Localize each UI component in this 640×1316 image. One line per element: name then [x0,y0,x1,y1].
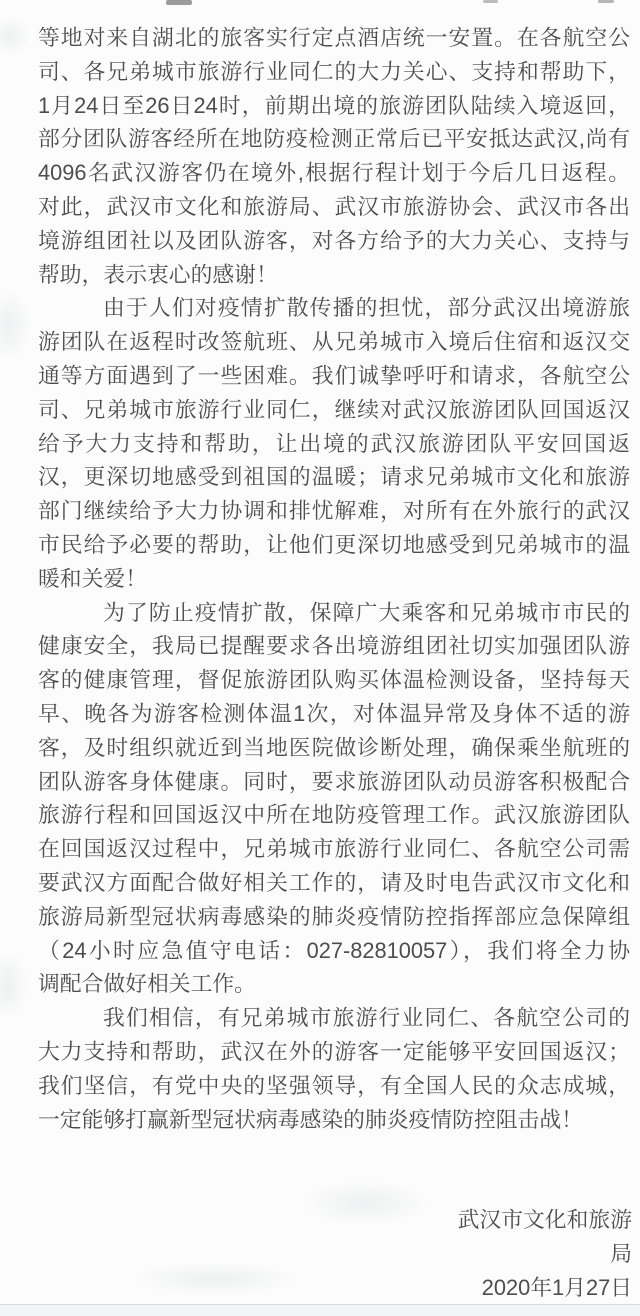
text-line: 客，及时组织就近到当地医院做诊断处理，确保乘坐航班的 [38,734,630,760]
background-blotch [0,290,32,360]
paragraph [38,596,630,1002]
cutoff-glyph-fragment [483,0,498,3]
text-line: 一定能够打赢新型冠状病毒感染的肺炎疫情防控阻击战！ [38,1106,583,1132]
background-blotch [300,1180,430,1226]
text-line: 给予大力支持和帮助，让出境的武汉旅游团队平安回国返 [38,430,630,456]
text-line: 我们坚信，有党中央的坚强领导，有全国人民的众志成城， [38,1072,630,1098]
text-line: 健康安全，我局已提醒要求各出境游组团社切实加强团队游 [38,633,630,659]
text-line: 大力支持和帮助，武汉在外的游客一定能够平安回国返汉； [38,1038,630,1064]
text-line: 我们相信，有兄弟城市旅游行业同仁、各航空公司的 [103,1005,630,1031]
bottom-divider [0,1304,640,1316]
text-line: 要武汉方面配合做好相关工作的，请及时电告武汉市文化和 [38,869,630,895]
background-blotch [130,1262,300,1296]
background-blotch [0,16,30,56]
text-line: 部分团队游客经所在地防疫检测正常后已平安抵达武汉,尚有 [38,126,630,152]
paragraph [38,291,630,595]
background-blotch [0,950,28,1020]
text-line: 暖和关爱！ [38,565,147,591]
text-line: 团队游客身体健康。同时，要求旅游团队动员游客积极配合 [38,768,630,794]
paragraph [38,21,630,291]
signature-org: 武汉市文化和旅游局 [457,1207,632,1266]
text-line: 为了防止疫情扩散，保障广大乘客和兄弟城市市民的 [103,599,630,625]
signature-date: 2020年1月27日 [481,1275,632,1300]
text-line: 1月24日至26日24时，前期出境的旅游团队陆续入境返回， [38,92,630,118]
text-line: 4096名武汉游客仍在境外,根据行程计划于今后几日返程。 [38,160,630,186]
text-line: 司、兄弟城市旅游行业同仁，继续对武汉旅游团队回国返汉 [38,396,630,422]
text-line: 由于人们对疫情扩散传播的担忧，部分武汉出境游旅 [103,295,630,321]
text-line: 司、各兄弟城市旅游行业同仁的大力关心、支持和帮助下， [38,58,630,84]
text-line: 旅游局新型冠状病毒感染的肺炎疫情防控指挥部应急保障组 [38,903,630,929]
text-line: （24小时应急值守电话：027-82810057），我们将全力协 [38,937,630,963]
text-line: 调配合做好相关工作。 [38,971,256,997]
text-line: 帮助，表示衷心的感谢！ [38,261,278,287]
text-line: 在回国返汉过程中，兄弟城市旅游行业同仁、各航空公司需 [38,836,630,862]
cutoff-glyph-fragment [598,0,614,3]
text-line: 对此，武汉市文化和旅游局、武汉市旅游协会、武汉市各出 [38,193,630,219]
cutoff-glyph-fragment [166,0,192,5]
text-line: 汉，更深切地感受到祖国的温暖；请求兄弟城市文化和旅游 [38,464,630,490]
text-line: 境游组团社以及团队游客，对各方给予的大力关心、支持与 [38,227,630,253]
document-body [38,21,630,1136]
paragraph [38,1001,630,1136]
text-line: 等地对来自湖北的旅客实行定点酒店统一安置。在各航空公 [38,25,630,50]
text-line: 客的健康管理，督促旅游团队购买体温检测设备，坚持每天 [38,667,630,693]
text-line: 游团队在返程时改签航班、从兄弟城市入境后住宿和返汉交 [38,329,630,355]
text-line: 旅游行程和回国返汉中所在地防疫管理工作。武汉旅游团队 [38,802,630,828]
text-line: 市民给予必要的帮助，让他们更深切地感受到兄弟城市的温 [38,531,630,557]
text-line: 部门继续给予大力协调和排忧解难，对所有在外旅行的武汉 [38,498,630,524]
text-line: 早、晚各为游客检测体温1次，对体温异常及身体不适的游 [38,700,630,726]
text-line: 通等方面遇到了一些困难。我们诚挚呼吁和请求，各航空公 [38,362,630,388]
signature-block [451,1203,632,1305]
